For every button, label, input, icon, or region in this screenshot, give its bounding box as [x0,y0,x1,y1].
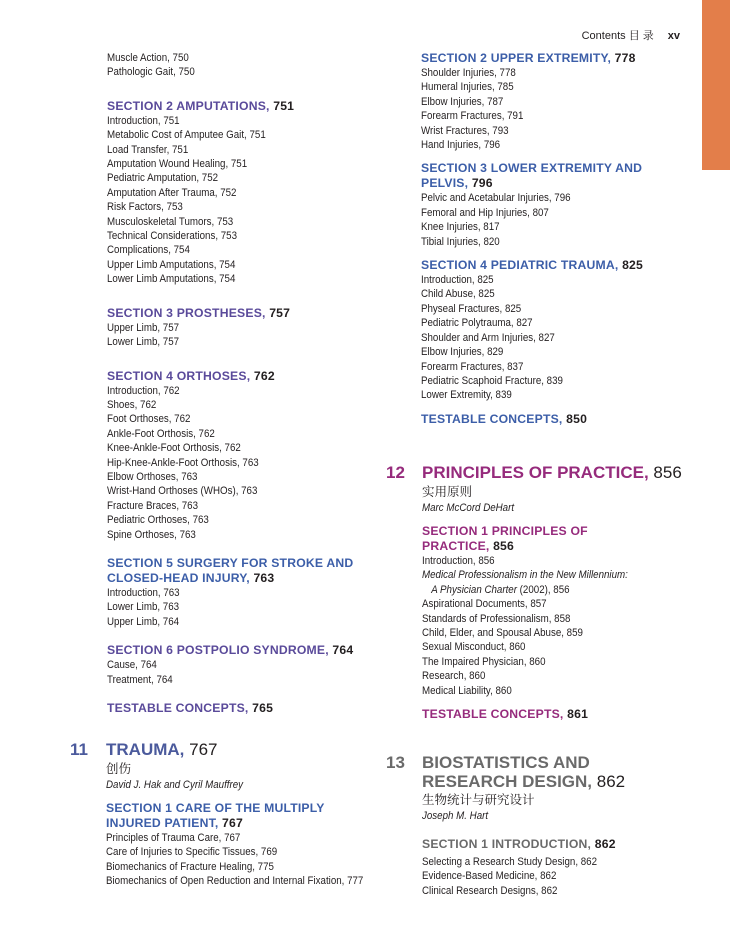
toc-entry[interactable]: Clinical Research Designs, 862 [422,884,558,897]
toc-entry[interactable]: Elbow Orthoses, 763 [107,470,198,483]
toc-entry[interactable]: Knee Injuries, 817 [421,221,500,234]
toc-entry[interactable]: Lower Limb Amputations, 754 [107,273,236,286]
page-folio: xv [667,30,680,42]
toc-entry[interactable]: Shoes, 762 [107,398,157,411]
toc-entry[interactable]: Research, 860 [422,670,486,683]
toc-entry[interactable]: Forearm Fractures, 837 [421,360,524,373]
toc-entry[interactable]: Selecting a Research Study Design, 862 [422,856,598,868]
toc-entry[interactable]: Lower Limb, 763 [107,601,180,614]
toc-entry[interactable]: Humeral Injuries, 785 [421,81,514,94]
toc-entry[interactable]: Cause, 764 [107,659,157,672]
toc-entry[interactable]: Pediatric Orthoses, 763 [107,514,209,527]
toc-entry[interactable]: Introduction, 856 [422,555,495,567]
right-column [421,51,696,427]
running-header [582,27,680,43]
testable-concepts-heading[interactable]: TESTABLE CONCEPTS, 861 [422,707,589,722]
toc-entry[interactable]: Introduction, 825 [421,274,494,287]
toc-entry[interactable]: Musculoskeletal Tumors, 753 [107,215,234,228]
toc-entry[interactable]: Care of Injuries to Specific Tissues, 769 [106,846,278,859]
chapter-title[interactable]: PRINCIPLES OF PRACTICE, 856 [422,463,682,482]
section-heading-lower-extremity[interactable]: SECTION 3 LOWER EXTREMITY AND PELVIS, 796 [421,161,643,191]
chapter-chinese-title: 创伤 [106,762,132,776]
section-heading-orthoses[interactable]: SECTION 4 ORTHOSES, 762 [107,368,275,383]
toc-entry[interactable]: Load Transfer, 751 [107,143,189,156]
testable-concepts-heading[interactable]: TESTABLE CONCEPTS, 850 [421,411,588,426]
toc-entry[interactable]: Complications, 754 [107,244,190,257]
toc-entry[interactable]: Medical Liability, 860 [422,684,512,697]
section-heading-pediatric-trauma[interactable]: SECTION 4 PEDIATRIC TRAUMA, 825 [421,258,644,273]
toc-entry[interactable]: Pediatric Polytrauma, 827 [421,317,533,330]
toc-entry[interactable]: Sexual Misconduct, 860 [422,641,526,654]
toc-entry[interactable]: Aspirational Documents, 857 [422,598,547,611]
toc-entry[interactable]: Biomechanics of Open Reduction and Internal Fixation, 777 [106,875,364,888]
toc-entry[interactable]: Tibial Injuries, 820 [421,235,500,248]
chapter-12 [386,463,696,722]
chapter-11 [70,740,380,889]
toc-entry[interactable]: Spine Orthoses, 763 [107,528,196,541]
toc-entry[interactable]: Principles of Trauma Care, 767 [106,832,241,844]
chapter-tab-marker [702,0,730,170]
chapter-authors: Joseph M. Hart [422,810,489,822]
toc-entry[interactable]: Wrist Fractures, 793 [421,124,509,137]
toc-entry[interactable]: Introduction, 751 [107,114,180,127]
toc-entry[interactable]: Child, Elder, and Spousal Abuse, 859 [422,627,583,640]
toc-entry[interactable]: Introduction, 763 [107,586,180,599]
toc-entry[interactable]: Introduction, 762 [107,384,180,397]
chapter-chinese-title: 生物统计与研究设计 [422,793,535,807]
toc-entry[interactable]: Biomechanics of Fracture Healing, 775 [106,860,274,873]
toc-entry[interactable]: Upper Limb, 764 [107,615,180,628]
toc-entry[interactable]: Wrist-Hand Orthoses (WHOs), 763 [107,485,258,498]
toc-entry[interactable]: Ankle-Foot Orthosis, 762 [107,427,215,440]
testable-concepts-heading[interactable]: TESTABLE CONCEPTS, 765 [107,701,274,715]
chapter-number: 13 [386,753,405,772]
section-heading-upper-extremity[interactable]: SECTION 2 UPPER EXTREMITY, 778 [421,51,636,65]
toc-entry[interactable]: Foot Orthoses, 762 [107,413,191,426]
section-heading-multiply-injured[interactable]: SECTION 1 CARE OF THE MULTIPLY INJURED PATIENT, 767 [106,801,325,830]
toc-entry[interactable]: Metabolic Cost of Amputee Gait, 751 [107,129,266,142]
chapter-number: 11 [70,740,88,759]
section-heading-prostheses[interactable]: SECTION 3 PROSTHESES, 757 [107,305,291,320]
section-heading-postpolio[interactable]: SECTION 6 POSTPOLIO SYNDROME, 764 [107,643,354,658]
toc-entry[interactable]: Pelvic and Acetabular Injuries, 796 [421,192,571,205]
chapter-number: 12 [386,463,405,482]
toc-entry[interactable]: Elbow Injuries, 829 [421,346,504,359]
chapter-13 [386,753,696,898]
toc-entry[interactable]: Lower Limb, 757 [107,336,180,349]
toc-entry[interactable]: Hip-Knee-Ankle-Foot Orthosis, 763 [107,456,259,469]
section-entries [107,114,382,287]
toc-entry[interactable]: Child Abuse, 825 [421,288,495,301]
section-heading-introduction[interactable]: SECTION 1 INTRODUCTION, 862 [422,837,616,851]
left-column [107,51,382,716]
toc-entry[interactable]: Hand Injuries, 796 [421,139,501,152]
toc-entry[interactable]: Upper Limb, 757 [107,321,180,334]
toc-entry[interactable]: Pediatric Scaphoid Fracture, 839 [421,374,563,387]
toc-entry[interactable]: Amputation After Trauma, 752 [107,186,237,199]
chapter-chinese-title: 实用原则 [422,485,473,499]
toc-entry[interactable]: Knee-Ankle-Foot Orthosis, 762 [107,442,241,455]
toc-entry[interactable]: Treatment, 764 [107,673,173,686]
toc-entry[interactable]: Shoulder Injuries, 778 [421,67,516,79]
toc-entry[interactable]: A Physician Charter (2002), 856 [431,583,570,596]
toc-entry[interactable]: Muscle Action, 750 [107,52,189,64]
contents-label: Contents 目 录 [581,30,654,42]
toc-entry[interactable]: Upper Limb Amputations, 754 [107,258,236,271]
chapter-authors: Marc McCord DeHart [422,502,515,514]
toc-entry[interactable]: Evidence-Based Medicine, 862 [422,870,557,883]
toc-entry[interactable]: Physeal Fractures, 825 [421,302,522,315]
section-heading-stroke-surgery[interactable]: SECTION 5 SURGERY FOR STROKE AND CLOSED-HEAD INJURY, 763 [107,555,354,585]
toc-entry[interactable]: Technical Considerations, 753 [107,230,238,243]
toc-entry[interactable]: Medical Professionalism in the New Millennium: [422,569,628,582]
toc-entry[interactable]: Forearm Fractures, 791 [421,110,524,123]
toc-entry[interactable]: Amputation Wound Healing, 751 [107,158,248,171]
section-heading-amputations[interactable]: SECTION 2 AMPUTATIONS, 751 [107,98,295,113]
toc-entry[interactable]: Pathologic Gait, 750 [107,66,195,79]
toc-entry[interactable]: Pediatric Amputation, 752 [107,172,219,185]
toc-entry[interactable]: The Impaired Physician, 860 [422,655,546,668]
chapter-authors: David J. Hak and Cyril Mauffrey [106,779,244,791]
chapter-title[interactable]: BIOSTATISTICS AND RESEARCH DESIGN, 862 [422,753,626,791]
section-heading-principles[interactable]: SECTION 1 PRINCIPLES OF PRACTICE, 856 [422,524,588,553]
toc-entry[interactable]: Standards of Professionalism, 858 [422,612,571,625]
toc-entry[interactable]: Risk Factors, 753 [107,201,183,214]
toc-entry[interactable]: Shoulder and Arm Injuries, 827 [421,331,555,344]
toc-entry[interactable]: Fracture Braces, 763 [107,499,199,512]
toc-entry[interactable]: Femoral and Hip Injuries, 807 [421,206,549,219]
chapter-title[interactable]: TRAUMA, 767 [106,740,218,759]
toc-entry[interactable]: Lower Extremity, 839 [421,389,512,402]
toc-entry[interactable]: Elbow Injuries, 787 [421,95,504,108]
